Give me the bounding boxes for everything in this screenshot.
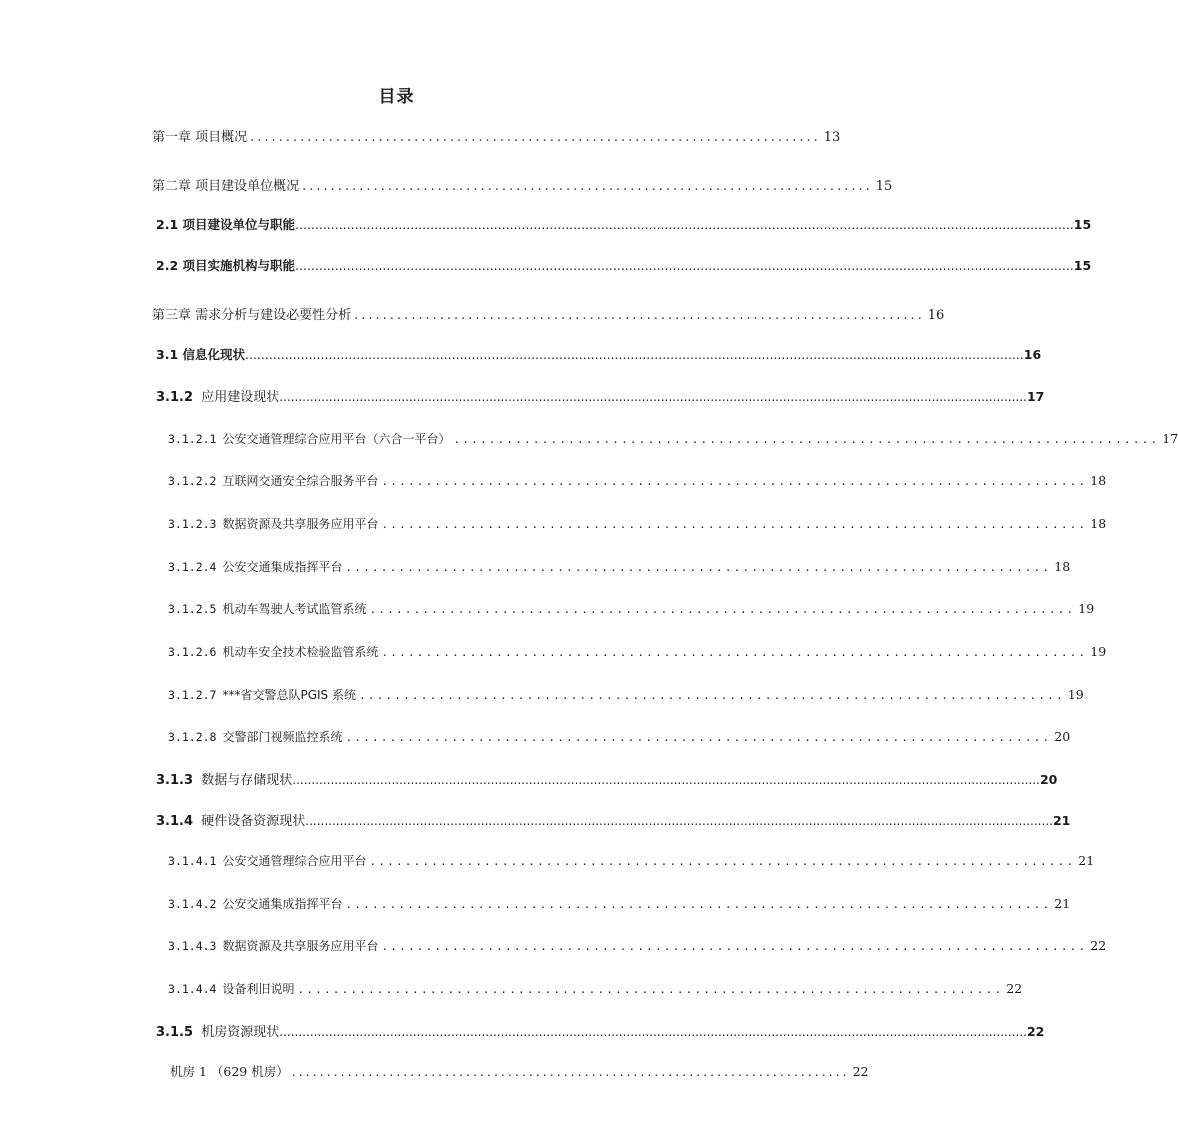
toc-page-number: 15	[1073, 217, 1092, 232]
toc-entry-label	[168, 515, 378, 532]
toc-entry-label	[168, 728, 342, 745]
toc-entry-label	[168, 852, 366, 869]
toc-page-number: 19	[1090, 644, 1107, 659]
toc-section-title: 数据与存储现状	[201, 773, 293, 788]
toc-leader-dots: ....................................................................................................................................................................................................	[295, 217, 1074, 232]
toc-leader-dots: ....................................................................................................................................................................................................	[245, 347, 1024, 362]
toc-entry-section-3-1[interactable]	[156, 345, 1042, 363]
toc-entry-chapter-3[interactable]	[152, 304, 945, 323]
toc-section-title: 公安交通管理综合应用平台	[222, 854, 367, 868]
toc-leader-dots: ....................................................................................................................................................................................................	[295, 258, 1074, 273]
toc-leader-dots: ....................................................................................................................................................................................................	[279, 1025, 1027, 1039]
toc-section-number: 3.1.2.1	[168, 432, 217, 446]
toc-page-number: 18	[1054, 559, 1071, 574]
toc-section-number: 3.1.4.2	[168, 897, 217, 911]
toc-page-number: 15	[1073, 258, 1092, 273]
toc-entry-label	[168, 643, 378, 660]
toc-page-number: 16	[927, 308, 945, 323]
toc-entry-label	[168, 558, 342, 575]
toc-entry-sub-3-1-2-5[interactable]	[168, 600, 1095, 617]
toc-page-number: 22	[1090, 938, 1107, 953]
toc-entry-label: 第一章 项目概况	[152, 130, 248, 145]
toc-section-title: 机房资源现状	[201, 1025, 280, 1040]
toc-section-title: 公安交通管理综合应用平台（六合一平台）	[222, 432, 451, 446]
toc-entry-label: 机房 1 （629 机房）	[170, 1064, 289, 1079]
toc-page-number: 16	[1023, 347, 1042, 362]
toc-section-number: 3.1.2.3	[168, 517, 217, 531]
toc-entry-sub-3-1-2-2[interactable]	[168, 472, 1107, 489]
toc-leader-dots: ................................................................................	[345, 561, 1052, 574]
toc-page-number: 22	[852, 1064, 869, 1079]
toc-entry-sub-3-1-2-8[interactable]	[168, 728, 1071, 745]
toc-section-number: 3.1.2.4	[168, 560, 217, 574]
toc-leader-dots: ................................................................................	[369, 855, 1076, 868]
toc-section-title: 数据资源及共享服务应用平台	[222, 517, 379, 531]
toc-section-title: 设备利旧说明	[222, 982, 295, 996]
toc-entry-sub-3-1-4-1[interactable]	[168, 852, 1095, 869]
toc-section-title: 机动车安全技术检验监管系统	[222, 645, 379, 659]
toc-section-number: 3.1.4	[156, 814, 194, 829]
toc-entry-sub-3-1-2-6[interactable]	[168, 643, 1107, 660]
toc-entry-label	[168, 686, 356, 703]
toc-page-number: 21	[1052, 813, 1071, 828]
toc-page-number: 21	[1054, 896, 1071, 911]
toc-leader-dots: ................................................................................	[381, 518, 1088, 531]
toc-entry-sub-3-1-4-3[interactable]	[168, 937, 1107, 954]
toc-section-title: 公安交通集成指挥平台	[222, 897, 343, 911]
toc-leader-dots: ................................................................................	[297, 983, 1004, 996]
toc-page-number: 22	[1026, 1024, 1045, 1039]
toc-section-number: 3.1.2.5	[168, 602, 217, 616]
toc-entry-label: 3.1 信息化现状	[156, 347, 245, 362]
toc-page-number: 18	[1090, 473, 1107, 488]
toc-entry-label: 2.2 项目实施机构与职能	[156, 258, 295, 273]
toc-section-number: 3.1.3	[156, 773, 194, 788]
toc-leader-dots: ................................................................................	[345, 898, 1052, 911]
toc-entry-chapter-1[interactable]	[152, 126, 841, 145]
toc-leader-dots: ................................................................................	[358, 689, 1065, 702]
toc-page-number: 19	[1078, 601, 1095, 616]
toc-page-number: 22	[1006, 981, 1023, 996]
toc-entry-section-3-1-5[interactable]	[156, 1021, 1045, 1040]
toc-entry-sub-3-1-4-4[interactable]	[168, 980, 1023, 997]
toc-section-number: 3.1.4.4	[168, 982, 217, 996]
toc-entry-label	[168, 472, 378, 489]
toc-section-number: 3.1.4.3	[168, 939, 217, 953]
toc-entry-label: 第三章 需求分析与建设必要性分析	[152, 308, 352, 323]
toc-leader-dots: ................................................................................	[381, 940, 1088, 953]
toc-section-title: 应用建设现状	[201, 390, 280, 405]
toc-entry-label	[168, 895, 342, 912]
toc-entry-sub-3-1-4-2[interactable]	[168, 895, 1071, 912]
toc-entry-section-2-1[interactable]	[156, 215, 1092, 233]
toc-page-number: 21	[1078, 853, 1095, 868]
toc-leader-dots: ....................................................................................................................................................................................................	[305, 814, 1053, 828]
toc-entry-chapter-2[interactable]	[152, 175, 893, 194]
toc-entry-label: 第二章 项目建设单位概况	[152, 179, 300, 194]
toc-entry-sub-3-1-2-7[interactable]	[168, 686, 1084, 703]
toc-entry-section-2-2[interactable]	[156, 256, 1092, 274]
toc-leader-dots: ................................................................................	[302, 179, 873, 194]
toc-section-title: 硬件设备资源现状	[201, 814, 306, 829]
toc-entry-sub-3-1-2-1[interactable]	[168, 430, 1178, 447]
toc-section-title: 交警部门视频监控系统	[222, 730, 343, 744]
toc-page-number: 17	[1026, 389, 1045, 404]
toc-entry-label	[156, 1021, 279, 1040]
toc-leader-dots: ................................................................................	[381, 475, 1088, 488]
toc-section-title: 互联网交通安全综合服务平台	[222, 474, 379, 488]
toc-leader-dots: ................................................................................	[381, 646, 1088, 659]
toc-section-number: 3.1.4.1	[168, 854, 217, 868]
toc-entry-sub-3-1-2-3[interactable]	[168, 515, 1107, 532]
toc-entry-label	[168, 430, 450, 447]
toc-entry-label	[156, 769, 292, 788]
toc-page-number: 17	[1162, 431, 1178, 446]
toc-entry-section-3-1-2[interactable]	[156, 386, 1045, 405]
toc-section-title: 机动车驾驶人考试监管系统	[222, 602, 367, 616]
toc-title: 目录	[378, 87, 415, 107]
toc-entry-label	[156, 810, 305, 829]
toc-section-title: ***省交警总队PGIS 系统	[222, 688, 356, 702]
toc-entry-room-1[interactable]	[170, 1062, 869, 1080]
toc-section-number: 3.1.2	[156, 390, 194, 405]
toc-leader-dots: ................................................................................	[291, 1064, 850, 1079]
toc-leader-dots: ....................................................................................................................................................................................................	[292, 773, 1040, 787]
toc-entry-label	[168, 937, 378, 954]
toc-leader-dots: ................................................................................	[369, 603, 1076, 616]
toc-leader-dots: ................................................................................	[354, 308, 925, 323]
toc-section-number: 3.1.2.7	[168, 688, 217, 702]
toc-section-number: 3.1.2.6	[168, 645, 217, 659]
toc-leader-dots: ................................................................................	[250, 130, 821, 145]
toc-section-number: 3.1.2.8	[168, 730, 217, 744]
toc-entry-sub-3-1-2-4[interactable]	[168, 558, 1071, 575]
toc-section-number: 3.1.5	[156, 1025, 194, 1040]
toc-section-title: 数据资源及共享服务应用平台	[222, 939, 379, 953]
toc-entry-section-3-1-3[interactable]	[156, 769, 1058, 788]
toc-entry-section-3-1-4[interactable]	[156, 810, 1071, 829]
toc-entry-label	[168, 600, 366, 617]
toc-entry-label: 2.1 项目建设单位与职能	[156, 217, 295, 232]
toc-page-number: 18	[1090, 516, 1107, 531]
toc-page-number: 20	[1054, 729, 1071, 744]
toc-section-title: 公安交通集成指挥平台	[222, 560, 343, 574]
toc-leader-dots: ................................................................................	[345, 731, 1052, 744]
toc-leader-dots: ................................................................................	[453, 433, 1160, 446]
toc-entry-label	[156, 386, 279, 405]
toc-page-number: 15	[875, 179, 893, 194]
toc-section-number: 3.1.2.2	[168, 474, 217, 488]
toc-leader-dots: ....................................................................................................................................................................................................	[279, 390, 1027, 404]
toc-page-number: 13	[823, 130, 841, 145]
toc-page-number: 19	[1067, 687, 1084, 702]
toc-entry-label	[168, 980, 294, 997]
toc-page-number: 20	[1039, 772, 1058, 787]
